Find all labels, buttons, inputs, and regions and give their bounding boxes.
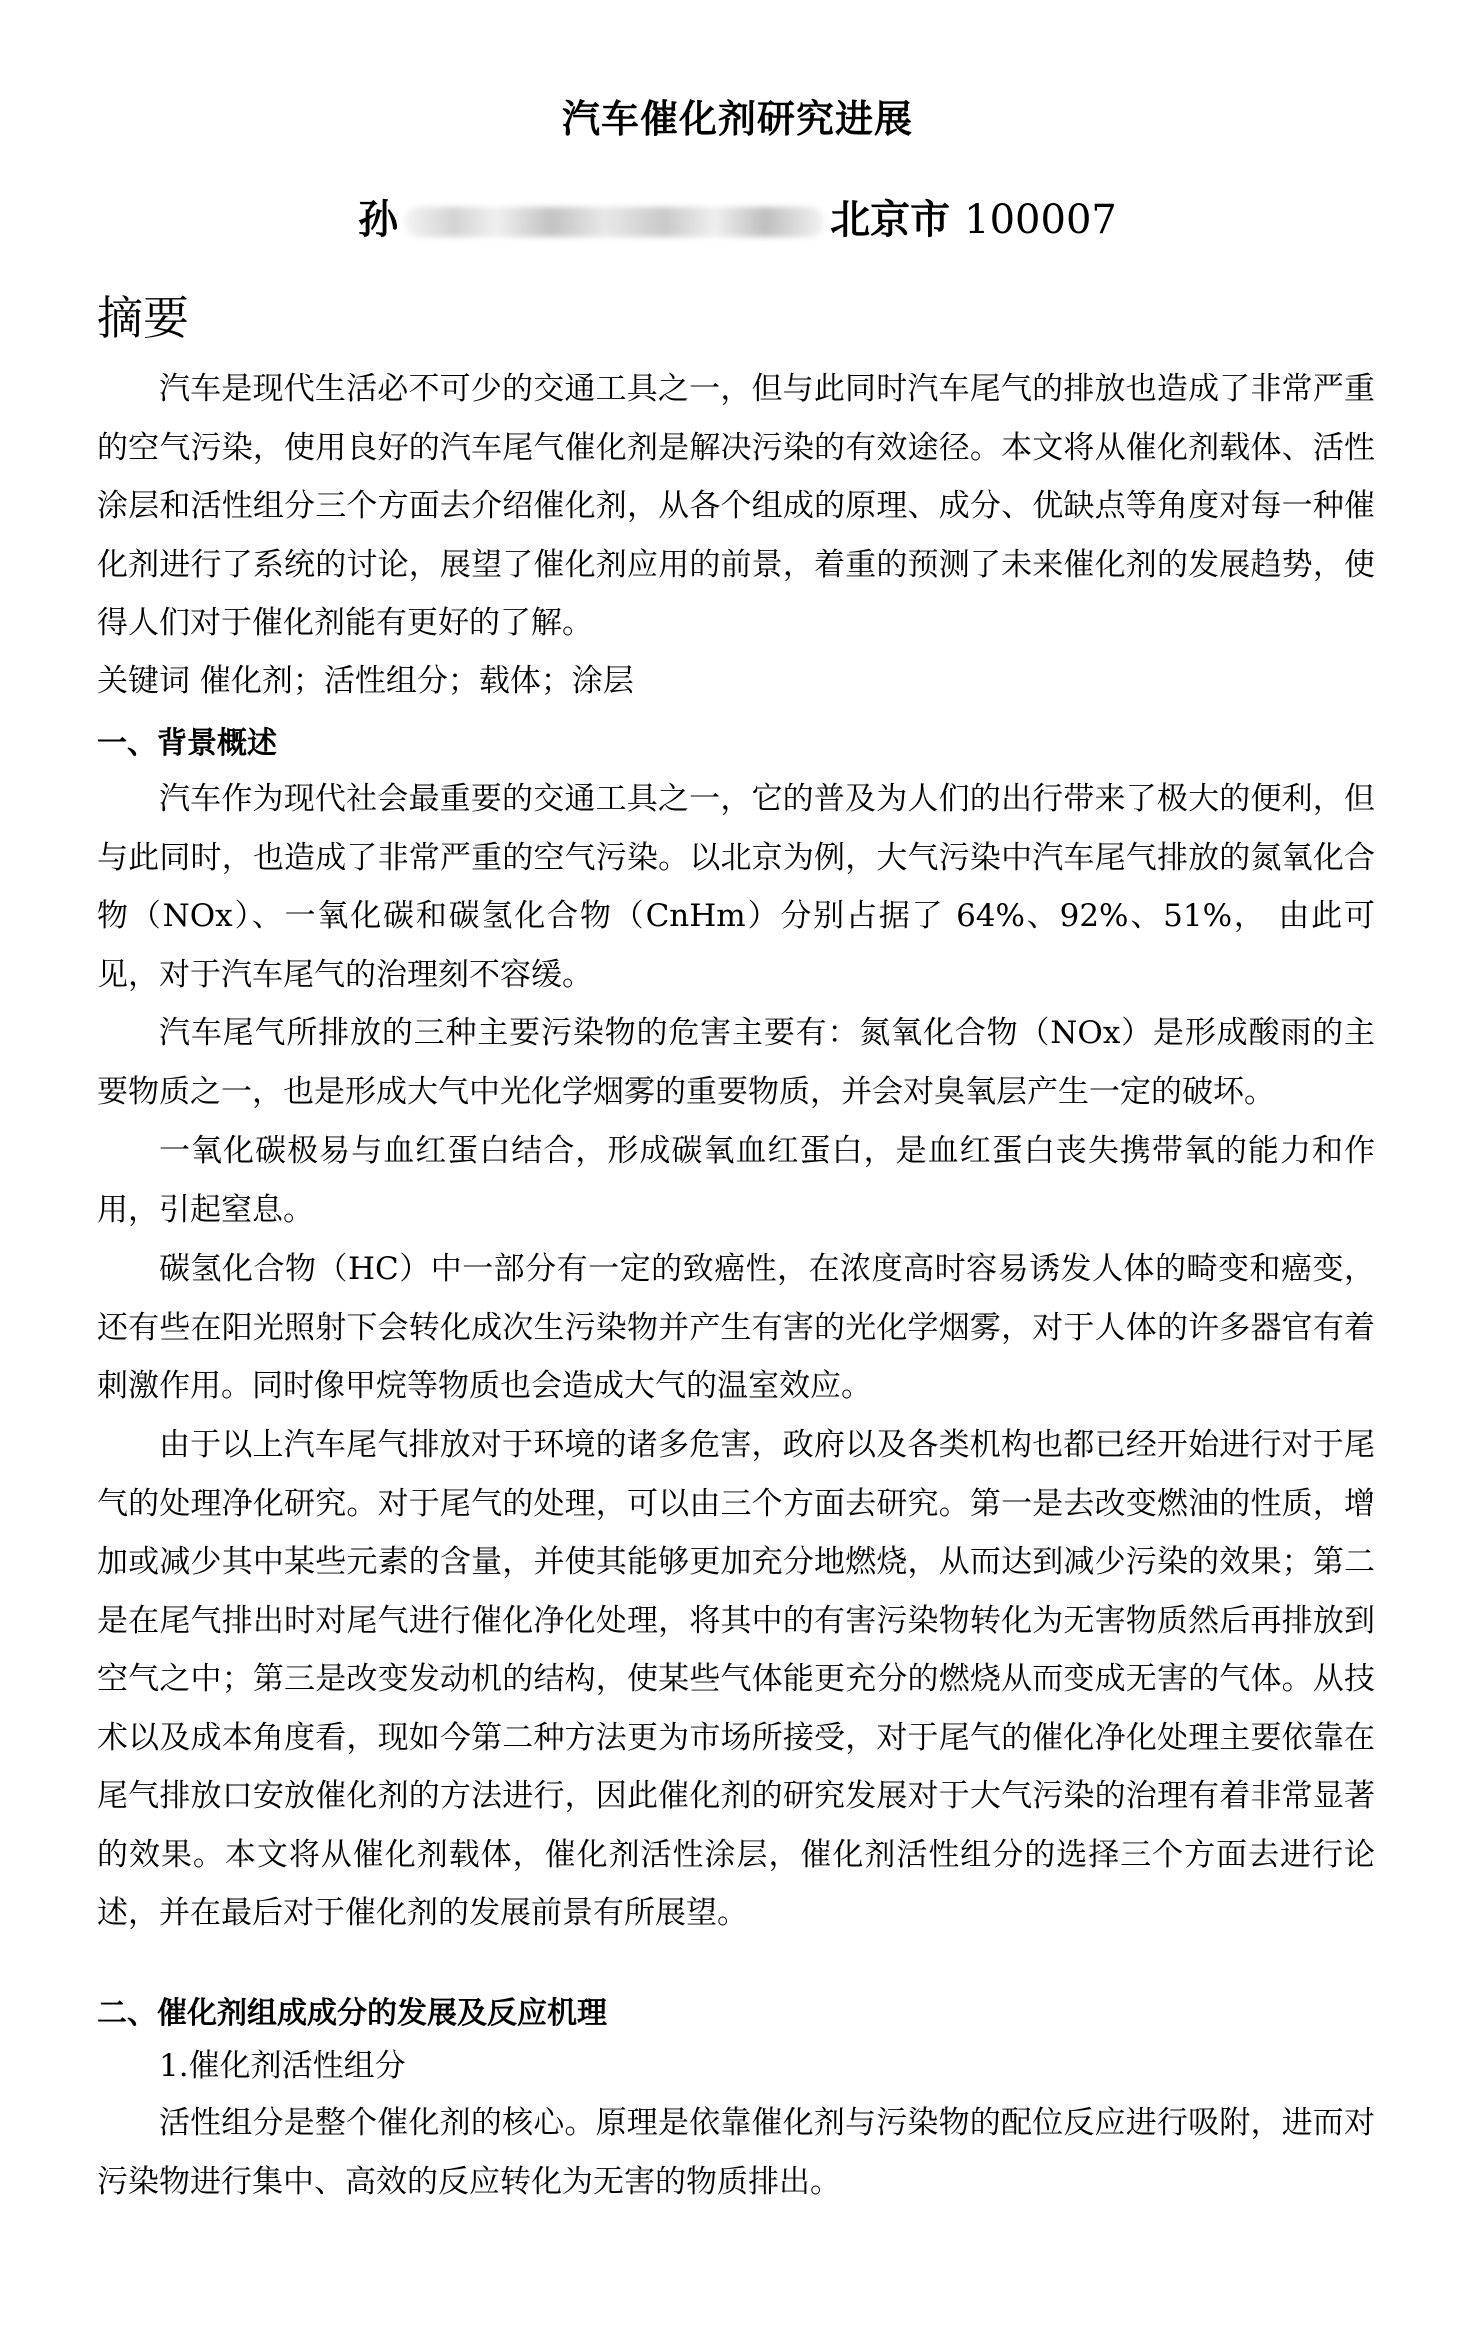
paragraph: 活性组分是整个催化剂的核心。原理是依靠催化剂与污染物的配位反应进行吸附，进而对污染物进行集中、高效的反应转化为无害的物质排出。 bbox=[97, 2105, 1375, 2200]
paragraph: 一氧化碳极易与血红蛋白结合，形成碳氧血红蛋白，是血红蛋白丧失携带氧的能力和作用，引起窒息。 bbox=[97, 1133, 1375, 1228]
section-heading-background: 一、背景概述 bbox=[97, 726, 277, 761]
author-name: 孙 bbox=[358, 197, 399, 243]
postcode: 100007 bbox=[964, 197, 1117, 243]
author-line bbox=[0, 188, 1475, 245]
subsection-heading: 1.催化剂活性组分 bbox=[159, 2048, 406, 2084]
abstract-heading: 摘要 bbox=[97, 291, 189, 345]
paragraph: 碳氢化合物（HC）中一部分有一定的致癌性，在浓度高时容易诱发人体的畸变和癌变，还有些在阳光照射下会转化成次生污染物并产生有害的光化学烟雾，对于人体的许多器官有着刺激作用。同时像甲烷等物质也会造成大气的温室效应。 bbox=[97, 1251, 1375, 1404]
paragraph: 汽车作为现代社会最重要的交通工具之一，它的普及为人们的出行带来了极大的便利，但与此同时，也造成了非常严重的空气污染。以北京为例，大气污染中汽车尾气排放的氮氧化合物（NOx）、一氧化碳和碳氢化合物（CnHm）分别占据了 64%、92%、51%， 由此可见，对于汽车尾气的治理刻不容缓。 bbox=[97, 781, 1375, 993]
abstract-paragraph: 汽车是现代生活必不可少的交通工具之一，但与此同时汽车尾气的排放也造成了非常严重的空气污染，使用良好的汽车尾气催化剂是解决污染的有效途径。本文将从催化剂载体、活性涂层和活性组分三个方面去介绍催化剂，从各个组成的原理、成分、优缺点等角度对每一种催化剂进行了系统的讨论，展望了催化剂应用的前景，着重的预测了未来催化剂的发展趋势，使得人们对于催化剂能有更好的了解。 bbox=[97, 371, 1375, 641]
keywords: 关键词 催化剂；活性组分；载体；涂层 bbox=[97, 663, 634, 699]
paragraph: 汽车尾气所排放的三种主要污染物的危害主要有：氮氧化合物（NOx）是形成酸雨的主要物质之一，也是形成大气中光化学烟雾的重要物质，并会对臭氧层产生一定的破坏。 bbox=[97, 1015, 1375, 1110]
redacted-author-info bbox=[404, 207, 824, 237]
section-heading-catalyst-composition: 二、催化剂组成成分的发展及反应机理 bbox=[97, 1996, 607, 2031]
paper-title: 汽车催化剂研究进展 bbox=[561, 97, 913, 141]
author-location: 北京市 bbox=[830, 197, 951, 243]
paragraph: 由于以上汽车尾气排放对于环境的诸多危害，政府以及各类机构也都已经开始进行对于尾气的处理净化研究。对于尾气的处理，可以由三个方面去研究。第一是去改变燃油的性质，增加或减少其中某些元素的含量，并使其能够更加充分地燃烧，从而达到减少污染的效果；第二是在尾气排出时对尾气进行催化净化处理，将其中的有害污染物转化为无害物质然后再排放到空气之中；第三是改变发动机的结构，使某些气体能更充分的燃烧从而变成无害的气体。从技术以及成本角度看，现如今第二种方法更为市场所接受，对于尾气的催化净化处理主要依靠在尾气排放口安放催化剂的方法进行，因此催化剂的研究发展对于大气污染的治理有着非常显著的效果。本文将从催化剂载体，催化剂活性涂层，催化剂活性组分的选择三个方面去进行论述，并在最后对于催化剂的发展前景有所展望。 bbox=[97, 1427, 1375, 1931]
